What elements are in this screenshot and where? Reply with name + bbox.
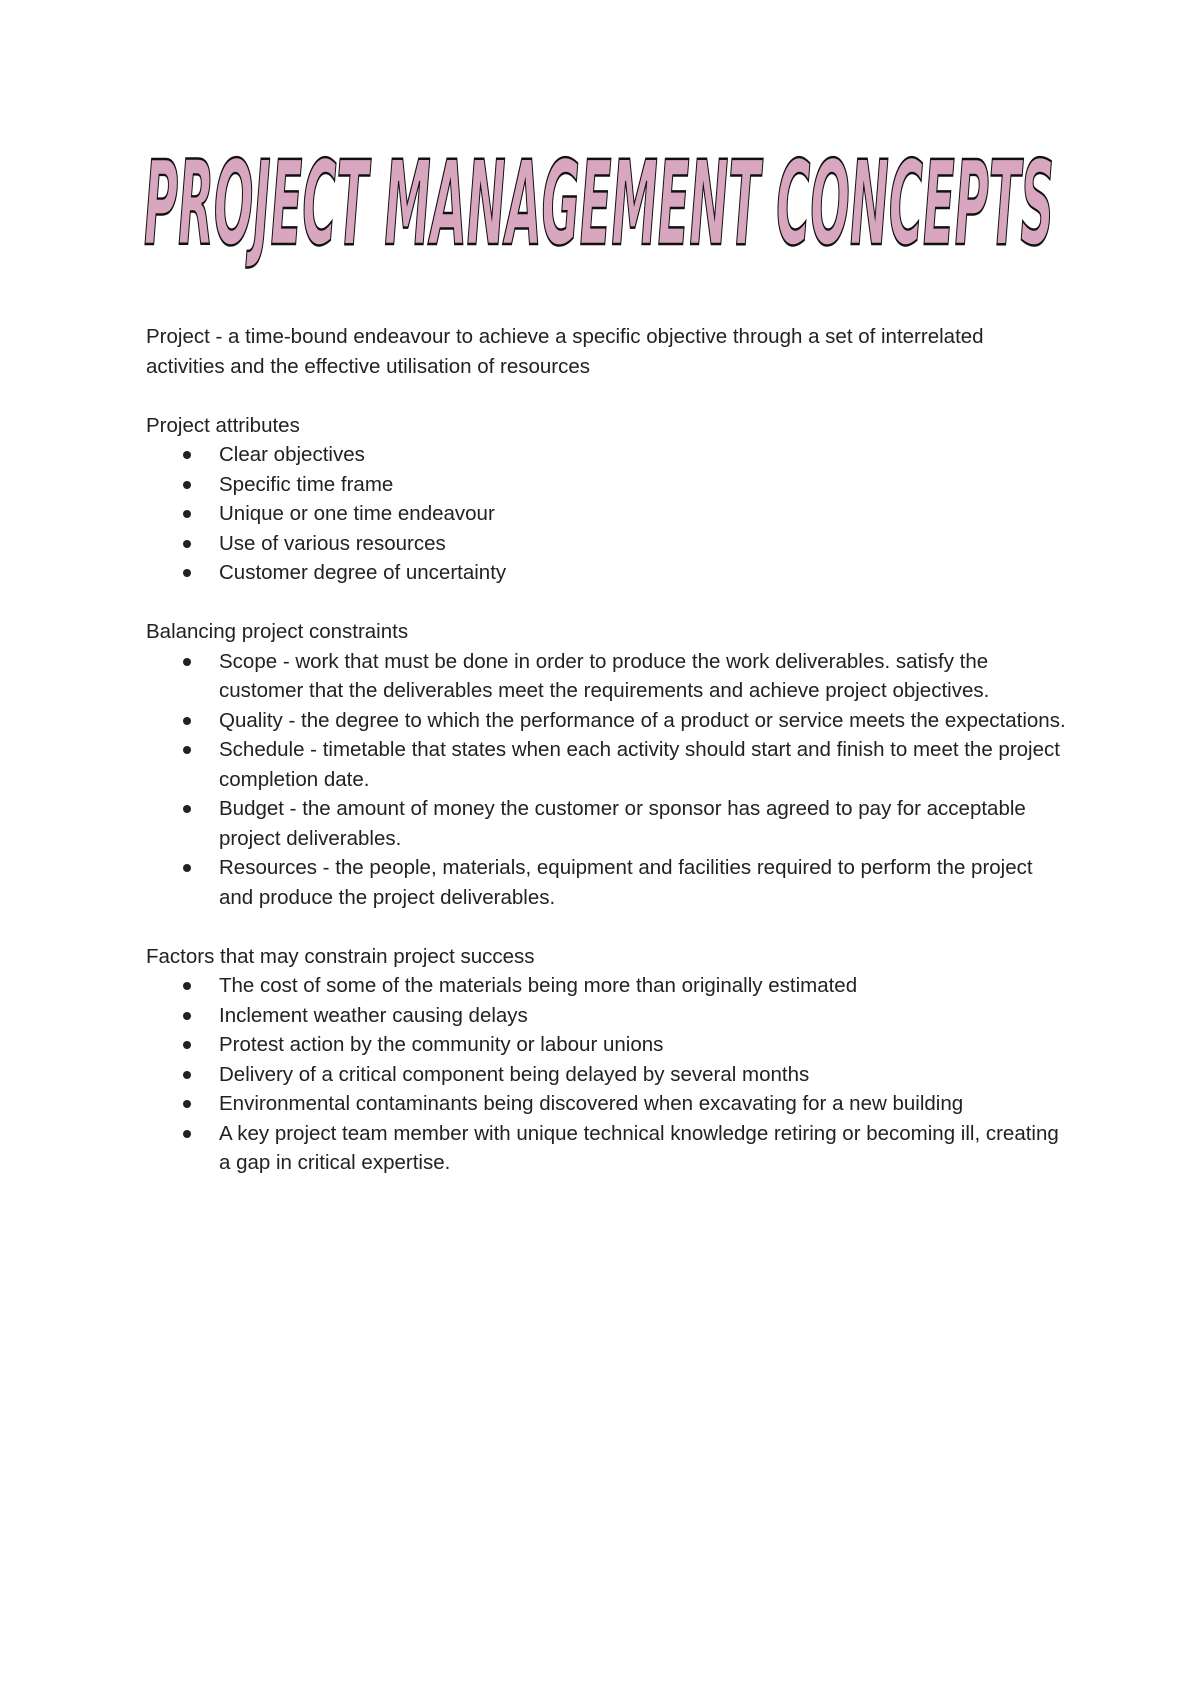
list-item bbox=[146, 499, 1066, 529]
list-item bbox=[146, 794, 1066, 853]
list-item-text: Scope - work that must be done in order to produce the work deliverables. satisfy the customer that the deliverables meet the requirements and achieve project objectives. bbox=[219, 649, 990, 702]
list-item bbox=[146, 735, 1066, 794]
bullet-icon bbox=[183, 658, 191, 666]
list-item-text: Inclement weather causing delays bbox=[219, 1003, 528, 1027]
bullet-list bbox=[146, 971, 1066, 1178]
list-item-text: Delivery of a critical component being delayed by several months bbox=[219, 1062, 810, 1086]
section-heading: Balancing project constraints bbox=[146, 620, 409, 643]
list-item-text: Use of various resources bbox=[219, 531, 446, 555]
bullet-icon bbox=[183, 510, 191, 518]
section-project-attributes bbox=[146, 411, 1066, 588]
bullet-icon bbox=[183, 1100, 191, 1108]
section-balancing-constraints bbox=[146, 617, 1066, 912]
bullet-icon bbox=[183, 481, 191, 489]
list-item-text: Unique or one time endeavour bbox=[219, 502, 495, 525]
list-item-text: Resources - the people, materials, equipment and facilities required to perform the project and produce the project deliverables. bbox=[219, 856, 1033, 909]
bullet-icon bbox=[183, 1012, 191, 1020]
list-item-text: Budget - the amount of money the customer or sponsor has agreed to pay for acceptable project deliverables. bbox=[219, 797, 1026, 850]
section-constraining-factors bbox=[146, 942, 1066, 1178]
list-item-text: Quality - the degree to which the performance of a product or service meets the expectations. bbox=[219, 708, 1066, 732]
list-item bbox=[146, 1030, 1066, 1060]
list-item-text: Protest action by the community or labour unions bbox=[219, 1033, 664, 1056]
list-item-text: Customer degree of uncertainty bbox=[219, 561, 507, 584]
list-item bbox=[146, 971, 1066, 1001]
bullet-icon bbox=[183, 864, 191, 872]
section-heading: Factors that may constrain project success bbox=[146, 944, 535, 968]
list-item bbox=[146, 1089, 1066, 1119]
document-body bbox=[146, 322, 1066, 1207]
wordart-title bbox=[140, 120, 1060, 300]
bullet-icon bbox=[183, 1041, 191, 1049]
list-item bbox=[146, 706, 1066, 736]
bullet-list bbox=[146, 647, 1066, 913]
page-title: PROJECT MANAGEMENT CONCEPTS bbox=[144, 137, 1054, 273]
section-heading: Project attributes bbox=[146, 413, 300, 437]
wordart-title-svg bbox=[140, 120, 1060, 300]
list-item bbox=[146, 529, 1066, 559]
list-item bbox=[146, 853, 1066, 912]
bullet-list bbox=[146, 440, 1066, 588]
list-item bbox=[146, 1119, 1066, 1178]
bullet-icon bbox=[183, 569, 191, 577]
list-item bbox=[146, 470, 1066, 500]
list-item bbox=[146, 1001, 1066, 1031]
bullet-icon bbox=[183, 717, 191, 725]
list-item-text: Specific time frame bbox=[219, 472, 394, 496]
bullet-icon bbox=[183, 540, 191, 548]
list-item bbox=[146, 558, 1066, 588]
list-item-text: Schedule - timetable that states when each activity should start and finish to meet the project completion date. bbox=[219, 738, 1060, 791]
bullet-icon bbox=[183, 746, 191, 754]
list-item-text: A key project team member with unique technical knowledge retiring or becoming ill, creating a gap in critical expertise. bbox=[219, 1121, 1059, 1174]
list-item bbox=[146, 1060, 1066, 1090]
intro-paragraph: Project - a time-bound endeavour to achieve a specific objective through a set of interrelated activities and the effective utilisation of resources bbox=[146, 325, 984, 378]
bullet-icon bbox=[183, 451, 191, 459]
list-item-text: The cost of some of the materials being more than originally estimated bbox=[219, 974, 858, 997]
bullet-icon bbox=[183, 982, 191, 990]
bullet-icon bbox=[183, 805, 191, 813]
list-item-text: Environmental contaminants being discovered when excavating for a new building bbox=[219, 1092, 964, 1115]
list-item bbox=[146, 647, 1066, 706]
bullet-icon bbox=[183, 1071, 191, 1079]
list-item bbox=[146, 440, 1066, 470]
bullet-icon bbox=[183, 1130, 191, 1138]
list-item-text: Clear objectives bbox=[219, 443, 365, 466]
